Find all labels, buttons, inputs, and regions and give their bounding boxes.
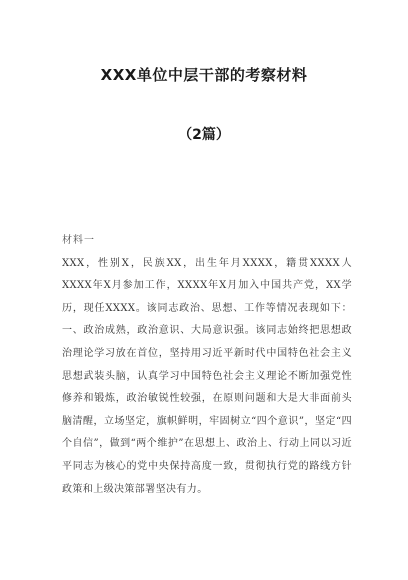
document-title: XXX单位中层干部的考察材料: [100, 66, 308, 84]
document-subtitle: （2篇）: [178, 127, 230, 143]
section-label: 材料一: [62, 235, 95, 246]
document-body: [62, 230, 352, 501]
body-paragraph: XXX，性别X，民族XX，出生年月XXXX，籍贯XXXX人XXXX年X月参加工作，XXXX年X月加入中国共产党，XX学历，现任XXXX。该同志政治、思想、工作等情况表现如下：一、政治成熟，政治意识、大局意识强。该同志始终把思想政治理论学习放在首位，坚持用习近平新时代中国特色社会主义思想武装头脑，认真学习中国特色社会主义理论不断加强党性修养和锻炼，政治敏锐性较强，在原则问题和大是大非面前头脑清醒，立场坚定，旗帜鲜明，牢固树立“四个意识”，坚定“四个自信”，做到“两个维护”在思想上、政治上、行动上同以习近平同志为核心的党中央保持高度一致，贯彻执行党的路线方针政策和上级决策部署坚决有力。: [62, 257, 352, 495]
